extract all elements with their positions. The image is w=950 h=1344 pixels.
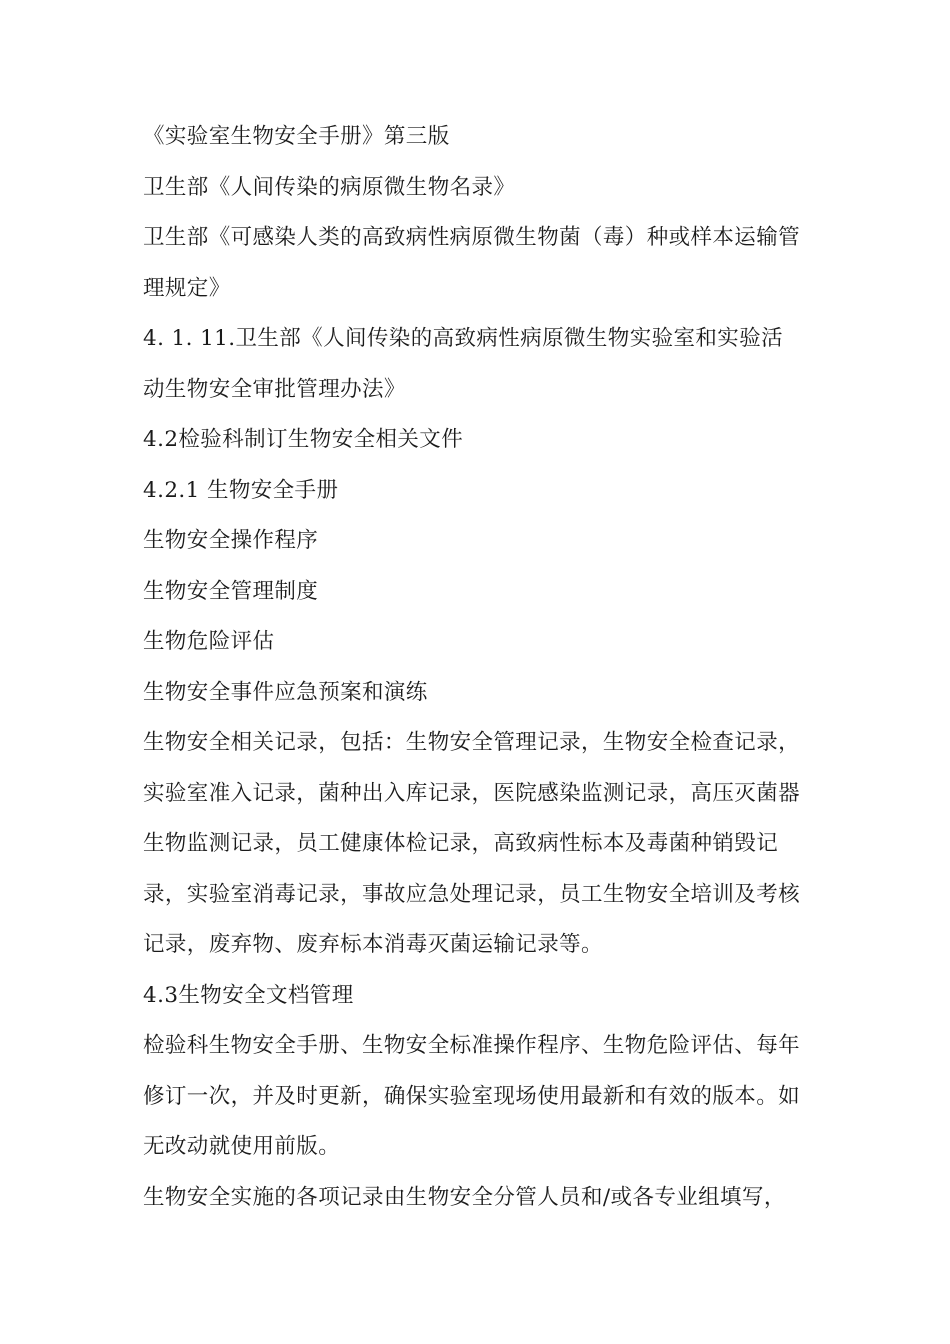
reference-line-continued: 动生物安全审批管理办法》 (143, 376, 406, 402)
list-item: 生物危险评估 (143, 629, 275, 654)
reference-line: 卫生部《可感染人类的高致病性病原微生物菌（毒）种或样本运输管 (143, 225, 801, 250)
paragraph-line: 修订一次，并及时更新，确保实验室现场使用最新和有效的版本。如 (143, 1083, 801, 1109)
paragraph-line: 记录，废弃物、废弃标本消毒灭菌运输记录等。 (143, 932, 603, 957)
reference-line: 《实验室生物安全手册》第三版 (143, 124, 450, 149)
reference-line: 卫生部《人间传染的病原微生物名录》 (143, 174, 516, 200)
list-item: 生物安全事件应急预案和演练 (143, 679, 428, 705)
section-heading: 4.3生物安全文档管理 (143, 982, 354, 1008)
reference-line-continued: 理规定》 (143, 275, 231, 301)
paragraph-line: 检验科生物安全手册、生物安全标准操作程序、生物危险评估、每年 (143, 1033, 801, 1058)
subsection-heading: 4.2.1 生物安全手册 (143, 477, 339, 503)
paragraph-line: 实验室准入记录，菌种出入库记录，医院感染监测记录，高压灭菌器 (143, 780, 801, 806)
paragraph-line: 生物监测记录，员工健康体检记录，高致病性标本及毒菌种销毁记 (143, 831, 779, 856)
document-body (143, 112, 823, 1223)
section-heading: 4.2检验科制订生物安全相关文件 (143, 427, 464, 452)
list-item: 生物安全操作程序 (143, 528, 319, 553)
reference-line: 4. 1. 11.卫生部《人间传染的高致病性病原微生物实验室和实验活 (143, 326, 783, 351)
paragraph-line: 生物安全相关记录，包括：生物安全管理记录，生物安全检查记录， (143, 730, 801, 755)
list-item: 生物安全管理制度 (143, 578, 319, 604)
paragraph-line: 无改动就使用前版。 (143, 1134, 341, 1159)
paragraph-line: 生物安全实施的各项记录由生物安全分管人员和/或各专业组填写， (143, 1184, 786, 1210)
paragraph-line: 录，实验室消毒记录，事故应急处理记录，员工生物安全培训及考核 (143, 881, 801, 907)
